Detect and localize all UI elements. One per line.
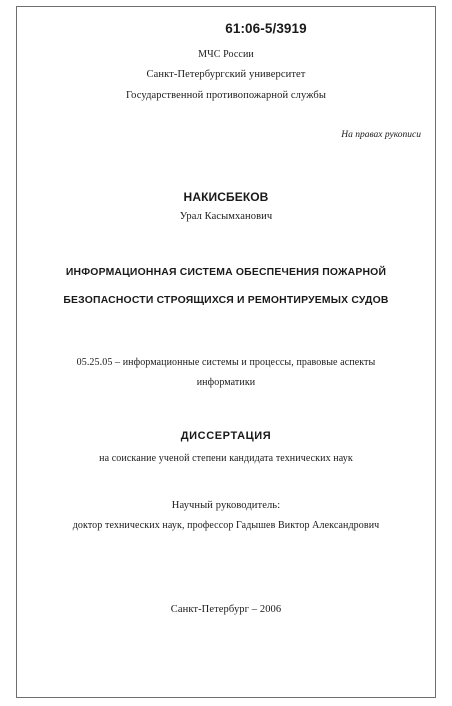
dissertation-title-page	[16, 6, 436, 698]
degree-line: на соискание ученой степени кандидата технических наук	[99, 453, 353, 464]
service-name: Государственной противопожарной службы	[125, 90, 327, 101]
catalog-code: 61:06-5/3919	[225, 21, 307, 36]
city-year: Санкт-Петербург – 2006	[170, 604, 282, 615]
university-name: Санкт-Петербургский университет	[146, 69, 306, 80]
manuscript-note: На правах рукописи	[341, 130, 421, 140]
specialty-line-2: информатики	[196, 377, 256, 388]
dissertation-title-line-2: БЕЗОПАСНОСТИ СТРОЯЩИХСЯ И РЕМОНТИРУЕМЫХ СУДОВ	[63, 295, 389, 306]
supervisor-name: доктор технических наук, профессор Гадышев Виктор Александрович	[72, 520, 380, 531]
dissertation-title-line-1: ИНФОРМАЦИОННАЯ СИСТЕМА ОБЕСПЕЧЕНИЯ ПОЖАРНОЙ	[65, 267, 387, 278]
author-surname: НАКИСБЕКОВ	[183, 190, 269, 204]
work-type-heading: ДИССЕРТАЦИЯ	[180, 430, 272, 442]
supervisor-label: Научный руководитель:	[171, 500, 281, 511]
specialty-line-1: 05.25.05 – информационные системы и процессы, правовые аспекты	[76, 357, 376, 368]
ministry-name: МЧС России	[198, 49, 254, 60]
author-given-names: Урал Касымханович	[179, 211, 273, 222]
